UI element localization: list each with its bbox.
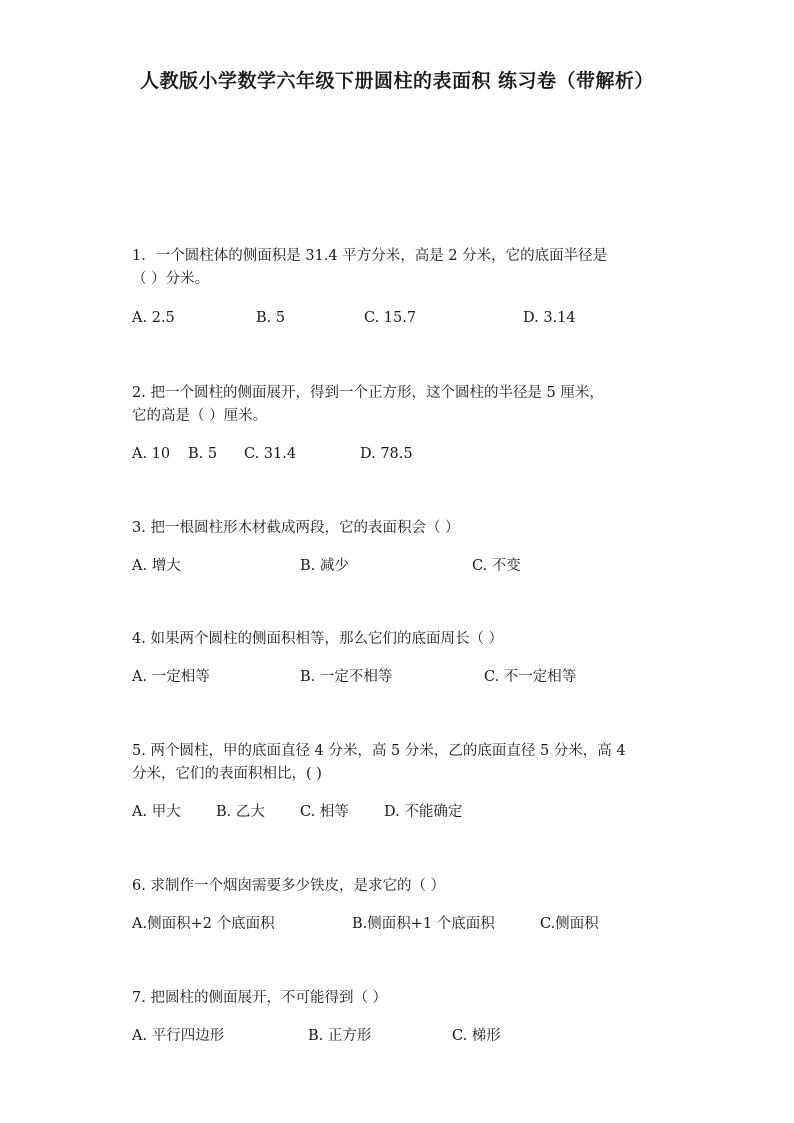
question-1-line-2: （ ）分米。 xyxy=(132,271,210,287)
option-c[interactable]: C.侧面积 xyxy=(540,916,599,932)
question-1 xyxy=(132,245,672,291)
option-b[interactable]: B. 5 xyxy=(188,446,218,462)
option-b[interactable]: B. 一定不相等 xyxy=(300,669,393,685)
option-c[interactable]: C. 不变 xyxy=(472,558,521,574)
option-d[interactable]: D. 不能确定 xyxy=(384,804,463,820)
question-6-line-1: 6. 求制作一个烟囱需要多少铁皮，是求它的（ ） xyxy=(132,878,446,894)
option-c[interactable]: C. 31.4 xyxy=(244,446,297,462)
option-b[interactable]: B. 正方形 xyxy=(308,1028,372,1044)
option-a[interactable]: A. 2.5 xyxy=(132,310,175,326)
question-2-options xyxy=(132,443,672,465)
question-1-line-1: 1．一个圆柱体的侧面积是 31.4 平方分米，高是 2 分米，它的底面半径是 xyxy=(132,248,608,264)
option-a[interactable]: A. 增大 xyxy=(132,558,181,574)
option-c[interactable]: C. 相等 xyxy=(300,804,349,820)
question-7-options xyxy=(132,1025,672,1047)
option-a[interactable]: A. 一定相等 xyxy=(132,669,210,685)
option-c[interactable]: C. 不一定相等 xyxy=(484,669,577,685)
question-2 xyxy=(132,382,672,428)
question-4 xyxy=(132,628,672,651)
question-4-line-1: 4. 如果两个圆柱的侧面积相等，那么它们的底面周长（ ） xyxy=(132,631,504,647)
question-3-line-1: 3. 把一根圆柱形木材截成两段，它的表面积会（ ） xyxy=(132,520,460,536)
question-1-options xyxy=(132,307,672,329)
option-a[interactable]: A.侧面积+2 个底面积 xyxy=(132,916,275,932)
option-b[interactable]: B. 乙大 xyxy=(216,804,265,820)
option-b[interactable]: B.侧面积+1 个底面积 xyxy=(352,916,495,932)
option-b[interactable]: B. 5 xyxy=(256,310,286,326)
question-4-options xyxy=(132,666,672,688)
option-a[interactable]: A. 平行四边形 xyxy=(132,1028,225,1044)
question-7 xyxy=(132,987,672,1010)
option-a[interactable]: A. 甲大 xyxy=(132,804,181,820)
question-5 xyxy=(132,740,672,786)
option-d[interactable]: D. 3.14 xyxy=(523,310,576,326)
question-3-options xyxy=(132,555,672,577)
option-c[interactable]: C. 15.7 xyxy=(364,310,417,326)
question-5-line-1: 5. 两个圆柱，甲的底面直径 4 分米，高 5 分米，乙的底面直径 5 分米，高 4 xyxy=(132,743,626,759)
option-c[interactable]: C. 梯形 xyxy=(452,1028,501,1044)
question-6 xyxy=(132,875,672,898)
option-d[interactable]: D. 78.5 xyxy=(360,446,413,462)
question-6-options xyxy=(132,913,672,935)
question-7-line-1: 7. 把圆柱的侧面展开，不可能得到（ ） xyxy=(132,990,388,1006)
question-2-line-2: 它的高是（ ）厘米。 xyxy=(132,408,268,424)
option-a[interactable]: A. 10 xyxy=(132,446,171,462)
question-5-options xyxy=(132,801,672,823)
question-3 xyxy=(132,517,672,540)
option-b[interactable]: B. 减少 xyxy=(300,558,349,574)
question-5-line-2: 分米，它们的表面积相比，( ) xyxy=(132,766,322,782)
question-2-line-1: 2. 把一个圆柱的侧面展开，得到一个正方形，这个圆柱的半径是 5 厘米， xyxy=(132,385,604,401)
page-title: 人教版小学数学六年级下册圆柱的表面积 练习卷（带解析） xyxy=(139,70,655,92)
